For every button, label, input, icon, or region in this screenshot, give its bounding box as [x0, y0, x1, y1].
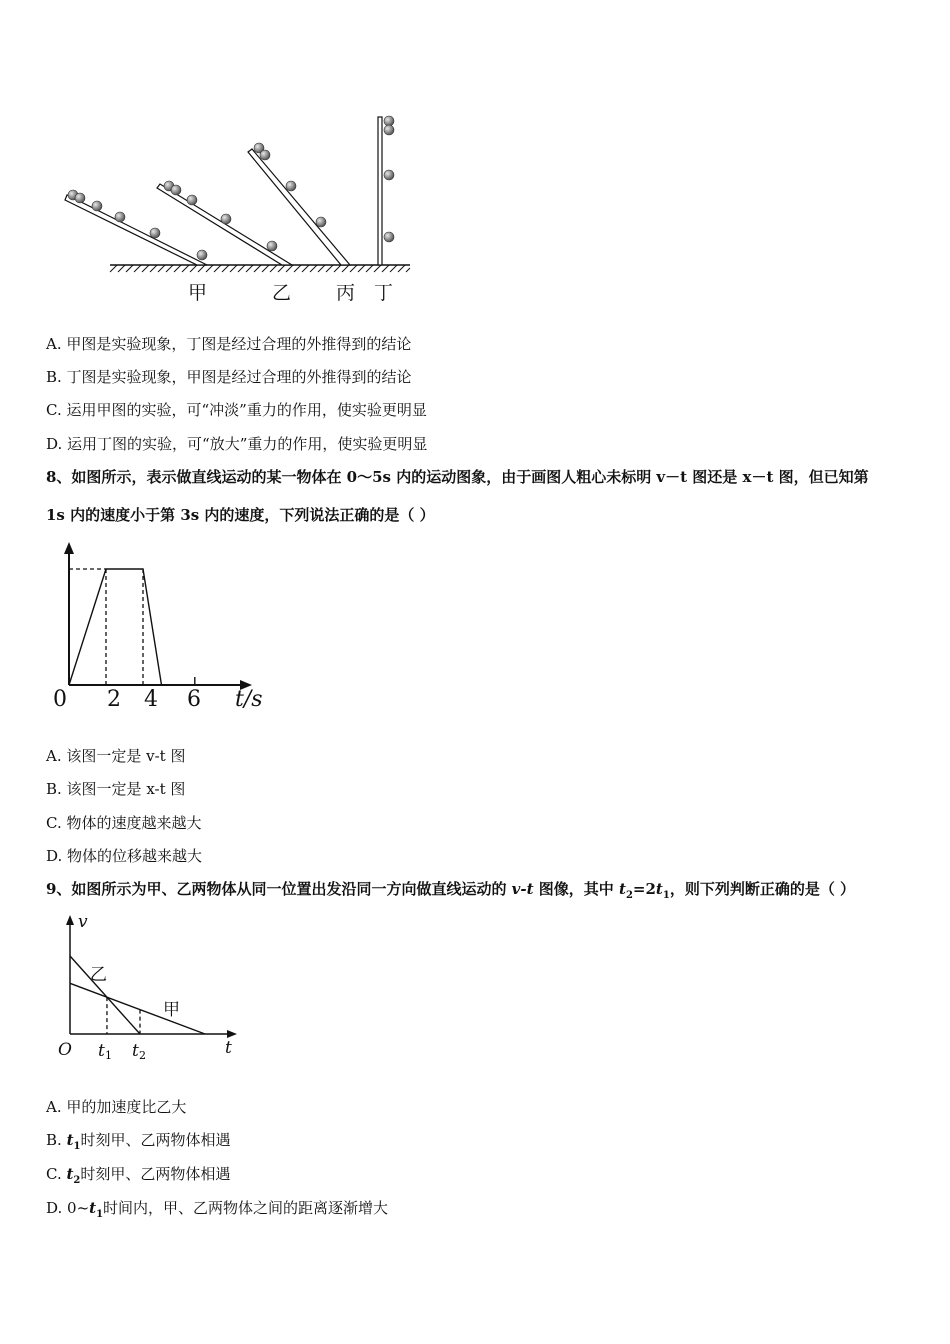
q9-option-b-t: t [66, 1131, 74, 1149]
q9-option-c-sub: 2 [73, 1175, 81, 1186]
q8-option-a[interactable]: A. 该图一定是 v-t 图 [46, 747, 186, 765]
q8-graph [40, 540, 280, 715]
q9-stem-t1-sub: 1 [662, 890, 670, 901]
q9-option-b-sub: 1 [73, 1141, 81, 1152]
q8-tick-2: 2 [107, 687, 121, 712]
q9-series-jia [70, 983, 205, 1034]
q8-tick-4: 4 [144, 687, 158, 712]
label-bing: 丙 [336, 282, 356, 304]
q9-option-d-t: t [89, 1199, 97, 1217]
q9-option-c-t: t [66, 1165, 74, 1183]
q9-series-label-yi: 乙 [90, 965, 107, 985]
q8-option-c[interactable]: C. 物体的速度越来越大 [46, 814, 202, 832]
q9-x-label: t [225, 1038, 232, 1058]
q7-option-d[interactable]: D. 运用丁图的实验，可“放大”重力的作用，使实验更明显 [46, 435, 428, 453]
q8-series-line [69, 569, 162, 685]
q9-option-d[interactable] [46, 1198, 388, 1225]
q8-x-label: t/s [235, 687, 263, 712]
q9-stem [46, 879, 855, 906]
q9-series-label-jia: 甲 [163, 1000, 180, 1020]
q7-option-a[interactable]: A. 甲图是实验现象，丁图是经过合理的外推得到的结论 [46, 335, 412, 353]
q9-stem-vt: v-t [511, 880, 534, 898]
q8-option-d[interactable]: D. 物体的位移越来越大 [46, 847, 203, 865]
q9-y-label: v [78, 912, 88, 932]
q9-stem-c: ，则下列判断正确的是（ ） [669, 880, 856, 898]
q9-tick-t2: t [132, 1041, 139, 1061]
q9-option-d-prefix: D. 0~ [46, 1199, 90, 1217]
q8-option-b[interactable]: B. 该图一定是 x-t 图 [46, 780, 186, 798]
q9-stem-a: 9、如图所示为甲、乙两物体从同一位置出发沿同一方向做直线运动的 [46, 880, 512, 898]
q9-option-b-text: 时刻甲、乙两物体相遇 [80, 1131, 231, 1149]
q9-y-arrow [66, 915, 74, 925]
q8-tick-0: 0 [53, 687, 67, 712]
balls-bing [254, 143, 326, 227]
q9-option-c-text: 时刻甲、乙两物体相遇 [80, 1165, 231, 1183]
q9-option-c[interactable] [46, 1164, 230, 1191]
q9-option-a[interactable]: A. 甲的加速度比乙大 [46, 1098, 187, 1116]
q8-tick-6: 6 [187, 687, 201, 712]
plane-ding [378, 117, 382, 265]
label-ding: 丁 [374, 282, 394, 304]
q8-stem-line2: 1s 内的速度小于第 3s 内的速度，下列说法正确的是（ ） [46, 506, 435, 524]
q9-stem-eq: =2 [632, 880, 656, 898]
label-yi: 乙 [272, 282, 292, 304]
q9-option-b[interactable] [46, 1130, 230, 1157]
ground-hatching [110, 265, 410, 272]
q9-origin-label: O [58, 1040, 72, 1060]
q9-tick-t1-sub: 1 [105, 1049, 112, 1062]
q9-stem-t2-sub: 2 [625, 890, 633, 901]
q9-stem-b: 图像，其中 [533, 880, 619, 898]
q9-tick-t1: t [98, 1041, 105, 1061]
q9-option-d-sub: 1 [96, 1209, 104, 1220]
q9-stem-t2: t [619, 880, 626, 898]
q7-option-c[interactable]: C. 运用甲图的实验，可“冲淡”重力的作用，使实验更明显 [46, 401, 427, 419]
q9-option-c-prefix: C. [46, 1165, 67, 1183]
q9-x-arrow [227, 1030, 237, 1038]
q9-option-b-prefix: B. [46, 1131, 67, 1149]
q9-option-d-text: 时间内，甲、乙两物体之间的距离逐渐增大 [103, 1199, 389, 1217]
q8-y-arrow [64, 542, 74, 554]
label-jia: 甲 [188, 282, 208, 304]
q8-stem-line1: 8、如图所示，表示做直线运动的某一物体在 0～5s 内的运动图象，由于画图人粗心未标明 v－t 图还是 x－t 图，但已知第 [46, 468, 869, 486]
balls-yi [164, 181, 277, 251]
balls-ding [384, 116, 394, 242]
q9-graph [50, 910, 260, 1060]
q9-stem-t1: t [655, 880, 663, 898]
inclined-plane-figure [55, 110, 435, 310]
q7-option-b[interactable]: B. 丁图是实验现象，甲图是经过合理的外推得到的结论 [46, 368, 412, 386]
q9-tick-t2-sub: 2 [139, 1049, 146, 1062]
